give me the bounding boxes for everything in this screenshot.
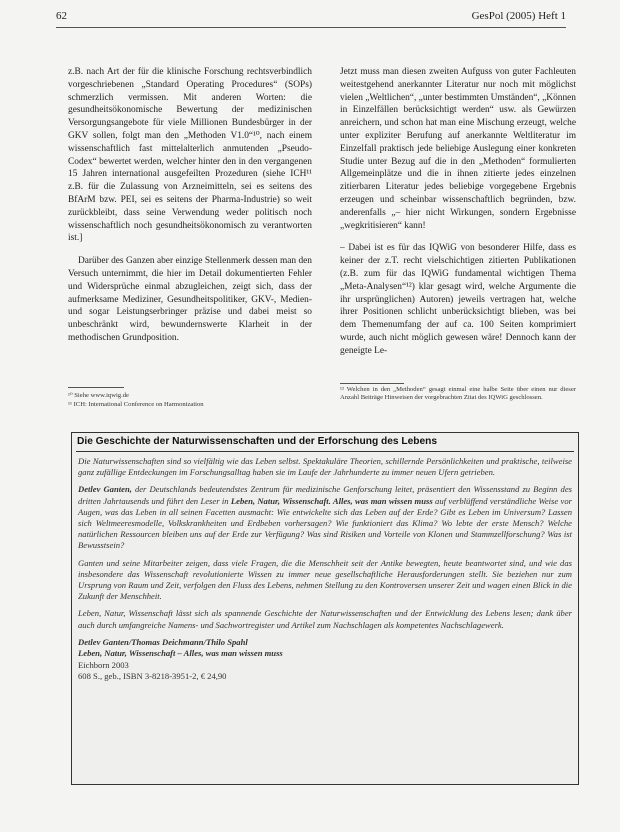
book-authors: Detlev Ganten/Thomas Deichmann/Thilo Spahl	[78, 636, 248, 647]
book-review-box	[71, 432, 579, 785]
footnote-10: ¹⁰ Siehe www.iqwig.de	[68, 392, 129, 399]
right-paragraph-2: – Dabei ist es für das IQWiG von besonderer Hilfe, dass es keiner der z.T. recht vielschichtigen zitierten Publikationen (z.B. zum für das IQWiG fundamental wichtigen Thema „Meta-Analysen“¹²) klar gesagt wird, welche Argumente die ihr ursprünglichen) Autoren) jeweils vertragen hat, welche ihrer Positionen schlicht unberücksichtigt blieben, was bei dem Themenumfang der auf ca. 100 Seiten komprimiert wurde, auch nicht möglich gewesen wäre! Dennoch kann der geneigte Le-	[340, 243, 576, 356]
box-title-rule	[76, 451, 574, 452]
box-book-title-inline: Leben, Natur, Wissenschaft. Alles, was man wissen muss	[230, 495, 433, 506]
header-rule	[56, 27, 566, 28]
book-info	[78, 637, 572, 683]
left-paragraph-1: z.B. nach Art der für die klinische Forschung rechtsverbindlich vorgeschriebenen „Standard Operating Procedures“ (SOPs) schmerzlich vermissen. Mit anderen Worten: die gesundheitsökonomische Bewertung der medizinischen Versorgungsangebote für viele Millionen Bundesbürger in der GKV sollen, folgt man den „Methoden V1.0“¹⁰, nach einem wissenschaftlich fast mittelalterlich anmutenden „Pseudo-Codex“ bewertet werden, welcher hinter den in den vergangenen 15 Jahren international ausgefeilten Prozeduren (siehe ICH¹¹ z.B. für die Zulassung von Arzneimitteln, sei es seitens des BfArM bzw. PEI, sei es seitens der Pharma-Industrie) so weit zurückbleibt, dass seine Verwendung weder politisch noch wissenschaftlich noch gesundheitsökonomisch zu verantworten ist.]	[68, 67, 312, 244]
right-footnote-rule	[340, 383, 404, 384]
book-title: Leben, Natur, Wissenschaft – Alles, was man wissen muss	[78, 648, 283, 659]
left-paragraph-2: Darüber des Ganzen aber einzige Stellenmerk dessen man den Versuch unternimmt, die hier im Detail dokumentierten Fehler und Widersprüche einmal abzugleichen, zeigt sich, dass der aufmerksame Mediziner, Gesundheitspolitiker, GKV-, Medien- und sogar Leistungserbringer präzise und dabei meist so unbeschränkt wird, bewundernswerte Klarheit in der methodischen Grundposition.	[68, 256, 312, 343]
book-publisher: Eichborn 2003	[78, 659, 129, 670]
left-footnote-rule	[68, 387, 124, 388]
box-paragraph-3: Ganten und seine Mitarbeiter zeigen, dass viele Fragen, die die Menschheit seit der Antike bewegten, heute beantwortet sind, und wie das insbesondere das Wissenschaft revolutionierte Wissen zu immer neue gesellschaftliche Herausforderungen stellt. Sie beziehen nur zum Ursprung von Raum und Zeit, verfolgen den Fluss des Lebens, nehmen Stellung zu den Kontroversen unserer Zeit und wagen einen Blick in die Zukunft der Menschheit.	[78, 557, 572, 602]
page-number: 62	[56, 10, 67, 22]
book-details: 608 S., geb., ISBN 3-8218-3951-2, € 24,90	[78, 671, 227, 682]
journal-title: GesPol (2005) Heft 1	[471, 10, 566, 22]
box-paragraph-2-text: der Deutschlands bedeutendstes Zentrum für medizinische Genforschung leitet, präsentiert den Wissensstand zu Beginn des dritten Jahrtausends und führt den Leser in	[78, 484, 572, 506]
box-author-lead: Detlev Ganten,	[78, 484, 132, 495]
box-paragraph-2-rest: auf verblüffend verständliche Weise vor Augen, was das Leben in all seinen Facetten ausmacht: Wie entwickelte sich das Leben auf der Erde? Gibt es Leben im Universum? Lassen sich Weltmeeresmodelle, Volkskrankheiten und Erdbeben vorhersagen? Wie funktioniert das Klima? Wo lebte der erste Mensch? Welche natürlichen Ressourcen bleiben uns auf der Erde zur Verfügung? Was sind Risiken und Vorteile von Klonen und Stammzellforschung? Was ist Bewusstsein?	[78, 495, 573, 551]
box-paragraph-1: Die Naturwissenschaften sind so vielfältig wie das Leben selbst. Spektakuläre Theorien, schillernde Persönlichkeiten und praktische, teilweise ganz zufällige Entdeckungen im Forschungsalltag haben sie im Laufe der Jahrhunderte zu immer neuen Ufern getrieben.	[78, 456, 572, 478]
right-column	[340, 66, 576, 368]
box-paragraph-4: Leben, Natur, Wissenschaft lässt sich als spannende Geschichte der Naturwissenschaften und der Entwicklung des Lebens lesen; dank über auch durch umfangreiche Namens- und Sachwortregister und Artikel zum Nachschlagen als kompetentes Nachschlagewerk.	[78, 608, 572, 630]
right-paragraph-1: Jetzt muss man diesen zweiten Aufguss von guter Fachleuten weitestgehend anerkannter Literatur nur noch mit möglichst vielen „Weltlichen“, „unter bestimmten Umständen“, „Können in Einzelfällen berücksichtigt werden“ usw. als Gewürzen anreichern, und schon hat man eine Mischung erzeugt, welche unter expliziter Berufung auf anerkannte Weltliteratur im Einzelfall praktisch jede beliebige Auslegung einer konkreten Studie unter Bezug auf die in den „Methoden“ formulierten Allgemeinplätze und die in ihnen zitierte jedes einzelnen zitierbaren Literatur jedes beliebige vorgegebene Ergebnis erzeugen und scheinbar wissenschaftlich begründen, bzw. anderenfalls „– hier nicht Wirkungen, sondern Ergebnisse „wegkritisieren“ kann!	[340, 67, 576, 231]
box-title: Die Geschichte der Naturwissenschaften und der Erforschung des Lebens	[77, 436, 438, 447]
footnote-11: ¹¹ ICH: International Conference on Harmonization	[68, 401, 204, 408]
footnote-12: ¹² Welchen in den „Methoden“ gesagt einmal eine halbe Seite über einen nur dieser Anzahl Beiträge Hinweisen der vorgebrachten Zitat des IQWiG geschlossen.	[340, 386, 576, 402]
page-header	[56, 10, 566, 28]
left-column	[68, 66, 312, 355]
box-body	[78, 456, 572, 682]
box-paragraph-2	[78, 484, 572, 551]
